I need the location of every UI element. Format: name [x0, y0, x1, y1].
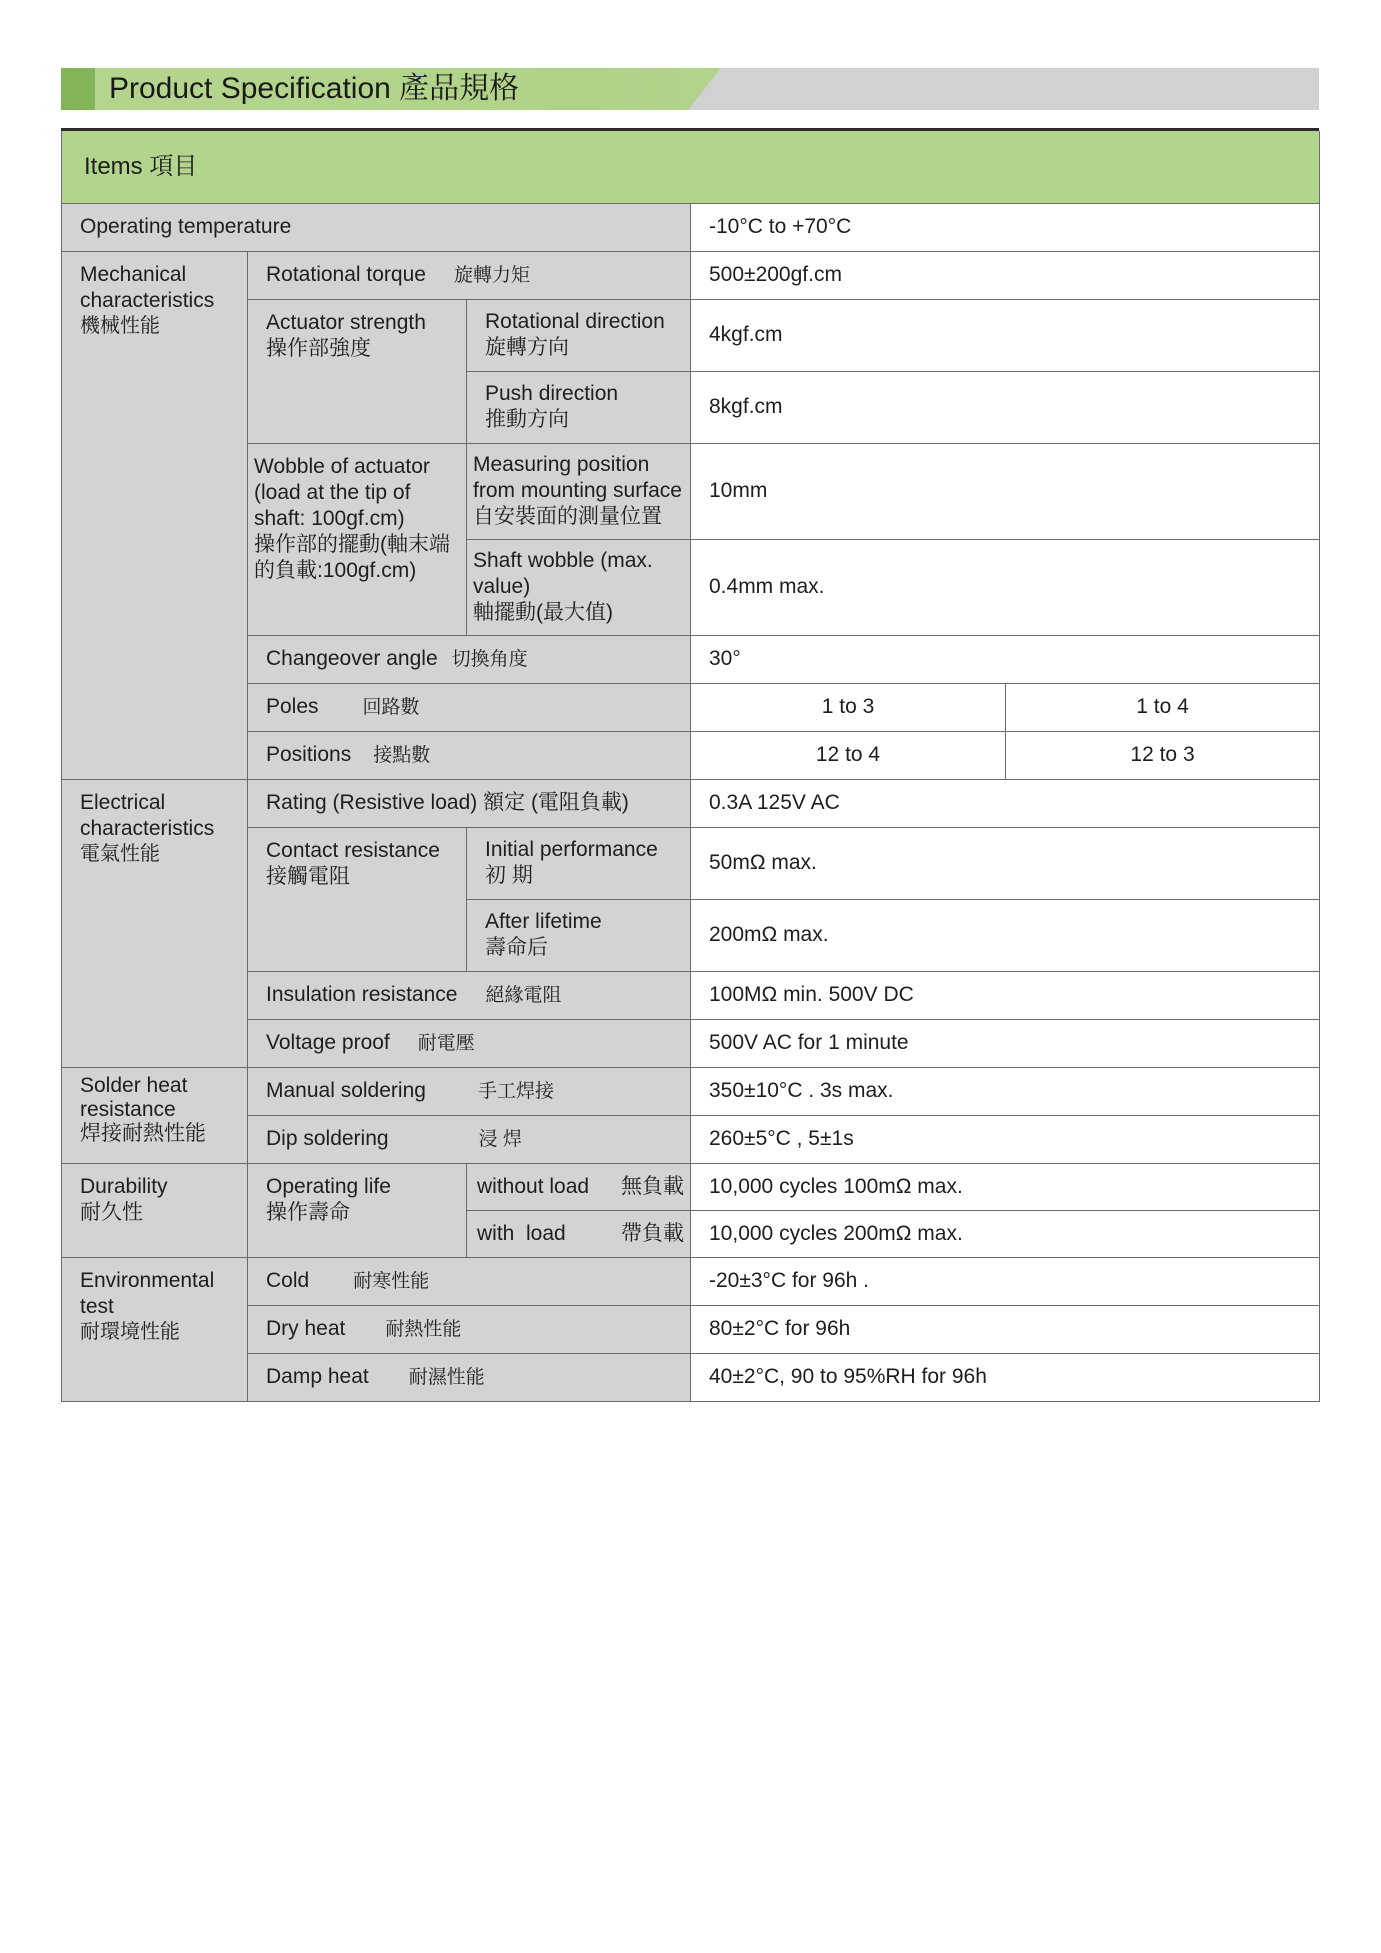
push-direction-en: Push direction	[485, 382, 619, 405]
initial-performance-value: 50mΩ max.	[691, 827, 1320, 899]
positions-value-1: 12 to 4	[691, 731, 1006, 779]
damp-heat-value: 40±2°C, 90 to 95%RH for 96h	[691, 1353, 1320, 1401]
with-load-zh: 帶負載	[621, 1221, 684, 1245]
actuator-strength-zh: 操作部強度	[266, 336, 371, 360]
title-marker	[61, 68, 95, 110]
insulation-zh: 絕緣電阻	[485, 984, 562, 1006]
operating-life-label	[248, 1163, 467, 1257]
rating-value: 0.3A 125V AC	[691, 779, 1320, 827]
insulation-label	[248, 971, 691, 1019]
table-row	[62, 1115, 1320, 1163]
damp-heat-label	[248, 1353, 691, 1401]
after-lifetime-en: After lifetime	[485, 910, 602, 933]
insulation-value: 100MΩ min. 500V DC	[691, 971, 1320, 1019]
poles-label	[248, 683, 691, 731]
table-row	[62, 443, 1320, 539]
without-load-value: 10,000 cycles 100mΩ max.	[691, 1163, 1320, 1210]
actuator-strength-label	[248, 299, 467, 443]
push-direction-zh: 推動方向	[485, 408, 569, 431]
initial-performance-label	[467, 827, 691, 899]
operating-temperature-value: -10°C to +70°C	[691, 203, 1320, 251]
measuring-position-value: 10mm	[691, 443, 1320, 539]
contact-resistance-label	[248, 827, 467, 971]
mechanical-group-zh: 機械性能	[80, 314, 160, 337]
table-row	[62, 1163, 1320, 1210]
environmental-group-en: Environmental test	[80, 1268, 215, 1318]
operating-temperature-label: Operating temperature	[62, 203, 691, 251]
changeover-angle-value: 30°	[691, 635, 1320, 683]
electrical-group-label	[62, 779, 248, 1067]
initial-performance-en: Initial performance	[485, 838, 658, 861]
voltage-proof-zh: 耐電壓	[417, 1032, 475, 1054]
solder-group-label	[62, 1067, 248, 1163]
rotational-torque-value: 500±200gf.cm	[691, 251, 1320, 299]
after-lifetime-zh: 壽命后	[485, 936, 548, 959]
durability-group-zh: 耐久性	[80, 1200, 143, 1224]
dry-heat-value: 80±2°C for 96h	[691, 1305, 1320, 1353]
items-header: Items 項目	[62, 131, 1320, 203]
positions-value-2: 12 to 3	[1006, 731, 1320, 779]
changeover-angle-label	[248, 635, 691, 683]
environmental-group-label	[62, 1257, 248, 1401]
after-lifetime-label	[467, 899, 691, 971]
manual-soldering-value: 350±10°C . 3s max.	[691, 1067, 1320, 1115]
table-row	[62, 251, 1320, 299]
table-row	[62, 1353, 1320, 1401]
voltage-proof-en: Voltage proof	[266, 1030, 390, 1054]
with-load-value: 10,000 cycles 200mΩ max.	[691, 1210, 1320, 1257]
table-row	[62, 203, 1320, 251]
mechanical-group-label	[62, 251, 248, 779]
without-load-en: without load	[477, 1174, 590, 1198]
without-load-label	[467, 1163, 691, 1210]
table-row	[62, 635, 1320, 683]
electrical-group-zh: 電氣性能	[80, 842, 160, 865]
table-row	[62, 683, 1320, 731]
manual-soldering-label	[248, 1067, 691, 1115]
wobble-zh: 操作部的擺動(軸末端的負載:100gf.cm)	[254, 532, 450, 582]
poles-en: Poles	[266, 694, 319, 718]
table-row	[62, 1305, 1320, 1353]
actuator-strength-en: Actuator strength	[266, 310, 426, 334]
cold-en: Cold	[266, 1268, 310, 1292]
contact-resistance-zh: 接觸電阻	[266, 864, 350, 888]
with-load-label	[467, 1210, 691, 1257]
rotational-torque-zh: 旋轉力矩	[453, 264, 530, 286]
dry-heat-label	[248, 1305, 691, 1353]
rating-label	[248, 779, 691, 827]
dip-soldering-value: 260±5°C , 5±1s	[691, 1115, 1320, 1163]
rotational-direction-zh: 旋轉方向	[485, 336, 569, 359]
rotational-direction-en: Rotational direction	[485, 310, 665, 333]
table-row	[62, 299, 1320, 371]
table-row	[62, 1067, 1320, 1115]
with-load-en: with load	[477, 1221, 566, 1245]
dip-soldering-zh: 浸 焊	[478, 1128, 522, 1150]
wobble-label	[248, 443, 467, 635]
positions-zh: 接點數	[373, 744, 431, 766]
without-load-zh: 無負載	[621, 1174, 684, 1198]
poles-value-1: 1 to 3	[691, 683, 1006, 731]
table-row	[62, 779, 1320, 827]
dry-heat-en: Dry heat	[266, 1316, 346, 1340]
cold-label	[248, 1257, 691, 1305]
manual-soldering-zh: 手工焊接	[477, 1080, 554, 1102]
damp-heat-zh: 耐濕性能	[408, 1366, 485, 1388]
positions-en: Positions	[266, 742, 352, 766]
table-row	[62, 827, 1320, 899]
table-row	[62, 1019, 1320, 1067]
poles-value-2: 1 to 4	[1006, 683, 1320, 731]
push-direction-label	[467, 371, 691, 443]
contact-resistance-en: Contact resistance	[266, 838, 440, 862]
rotational-torque-label	[248, 251, 691, 299]
measuring-position-zh: 自安裝面的測量位置	[473, 505, 662, 528]
poles-zh: 回路數	[362, 696, 420, 718]
rating-en: Rating (Resistive load)	[266, 791, 478, 814]
push-direction-value: 8kgf.cm	[691, 371, 1320, 443]
measuring-position-en: Measuring position from mounting surface	[473, 453, 682, 502]
changeover-angle-en: Changeover angle	[266, 646, 438, 670]
dip-soldering-en: Dip soldering	[266, 1126, 389, 1150]
shaft-wobble-value: 0.4mm max.	[691, 539, 1320, 635]
cold-zh: 耐寒性能	[353, 1270, 430, 1292]
shaft-wobble-label	[467, 539, 691, 635]
initial-performance-zh: 初 期	[485, 864, 533, 887]
wobble-en: Wobble of actuator (load at the tip of shaft: 100gf.cm)	[254, 454, 430, 530]
operating-life-en: Operating life	[266, 1174, 391, 1198]
solder-group-en: Solder heat resistance	[80, 1073, 188, 1121]
durability-group-en: Durability	[80, 1174, 168, 1198]
voltage-proof-label	[248, 1019, 691, 1067]
durability-group-label	[62, 1163, 248, 1257]
changeover-angle-zh: 切換角度	[451, 648, 528, 670]
damp-heat-en: Damp heat	[266, 1364, 369, 1388]
after-lifetime-value: 200mΩ max.	[691, 899, 1320, 971]
page-title: Product Specification 產品規格	[109, 72, 520, 105]
rating-zh: 額定 (電阻負載)	[483, 791, 629, 814]
table-row	[62, 731, 1320, 779]
operating-life-zh: 操作壽命	[266, 1200, 350, 1224]
table-row	[62, 1257, 1320, 1305]
rotational-torque-en: Rotational torque	[266, 262, 426, 286]
dip-soldering-label	[248, 1115, 691, 1163]
rotational-direction-value: 4kgf.cm	[691, 299, 1320, 371]
table-row	[62, 971, 1320, 1019]
insulation-en: Insulation resistance	[266, 982, 458, 1006]
solder-group-zh: 焊接耐熱性能	[80, 1121, 206, 1145]
rotational-direction-label	[467, 299, 691, 371]
shaft-wobble-zh: 軸擺動(最大值)	[473, 601, 613, 624]
section-title-bar	[61, 68, 1319, 110]
mechanical-group-en: Mechanical characteristics	[80, 262, 215, 312]
shaft-wobble-en: Shaft wobble (max. value)	[473, 549, 653, 598]
cold-value: -20±3°C for 96h .	[691, 1257, 1320, 1305]
voltage-proof-value: 500V AC for 1 minute	[691, 1019, 1320, 1067]
manual-soldering-en: Manual soldering	[266, 1078, 426, 1102]
environmental-group-zh: 耐環境性能	[80, 1320, 180, 1343]
table-header-row	[62, 131, 1320, 203]
positions-label	[248, 731, 691, 779]
electrical-group-en: Electrical characteristics	[80, 790, 215, 840]
measuring-position-label	[467, 443, 691, 539]
spec-table	[61, 131, 1320, 1402]
dry-heat-zh: 耐熱性能	[385, 1318, 462, 1340]
